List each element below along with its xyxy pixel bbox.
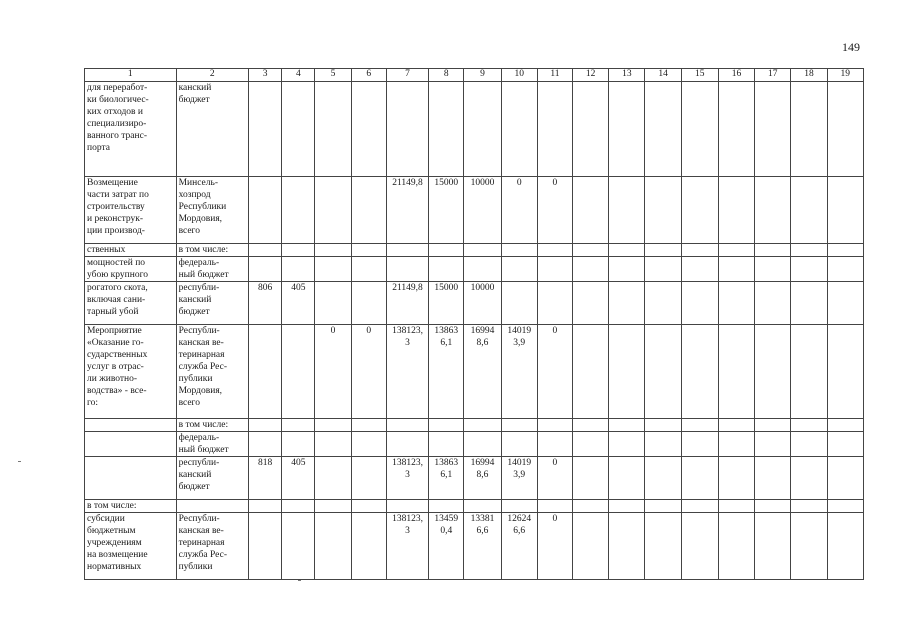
cell-value (351, 244, 386, 257)
cell-value (755, 244, 791, 257)
cell-value (315, 282, 351, 325)
cell-value (282, 513, 315, 580)
cell-value (501, 419, 537, 432)
cell-value (755, 419, 791, 432)
cell-value (718, 177, 754, 244)
cell-value: 0 (351, 325, 386, 419)
cell-description: ственных (85, 244, 177, 257)
cell-value (718, 257, 754, 282)
cell-value (315, 432, 351, 457)
cell-value: 13863 6,1 (429, 457, 464, 500)
cell-value (282, 177, 315, 244)
table-row (85, 177, 864, 244)
cell-value (609, 457, 645, 500)
cell-description: субсидии бюджетным учреждениям на возмещение нормативных (85, 513, 177, 580)
header-cell: 18 (791, 69, 827, 82)
cell-value (464, 82, 501, 177)
cell-value (827, 82, 863, 177)
cell-value (681, 457, 718, 500)
header-cell: 3 (249, 69, 282, 82)
cell-value: 10000 (464, 282, 501, 325)
cell-value: 818 (249, 457, 282, 500)
cell-executor: в том числе: (176, 419, 248, 432)
cell-value (537, 244, 572, 257)
cell-value (827, 282, 863, 325)
cell-value (282, 419, 315, 432)
cell-value (351, 500, 386, 513)
cell-value (718, 432, 754, 457)
cell-value (315, 500, 351, 513)
cell-value: 21149,8 (386, 177, 428, 244)
cell-value (645, 244, 681, 257)
table-body (85, 69, 864, 580)
header-cell: 17 (755, 69, 791, 82)
cell-value (645, 257, 681, 282)
header-cell: 4 (282, 69, 315, 82)
cell-value (681, 325, 718, 419)
cell-value (282, 244, 315, 257)
cell-value (573, 82, 609, 177)
cell-executor: Минсель- хозпрод Республики Мордовия, всего (176, 177, 248, 244)
cell-value (282, 82, 315, 177)
cell-value (681, 282, 718, 325)
cell-value (791, 457, 827, 500)
cell-value (573, 432, 609, 457)
cell-description (85, 419, 177, 432)
cell-value (645, 177, 681, 244)
cell-value: 15000 (429, 177, 464, 244)
cell-value (791, 257, 827, 282)
cell-value (827, 419, 863, 432)
cell-value: 10000 (464, 177, 501, 244)
cell-value (609, 419, 645, 432)
table-row (85, 282, 864, 325)
cell-value (755, 513, 791, 580)
cell-value (537, 282, 572, 325)
cell-value (249, 177, 282, 244)
cell-value (282, 500, 315, 513)
table-row (85, 457, 864, 500)
cell-value (609, 513, 645, 580)
cell-value: 405 (282, 282, 315, 325)
cell-value (609, 432, 645, 457)
header-cell: 8 (429, 69, 464, 82)
cell-value (501, 244, 537, 257)
cell-value: 14019 3,9 (501, 325, 537, 419)
cell-value (429, 500, 464, 513)
cell-value: 0 (501, 177, 537, 244)
cell-value (681, 244, 718, 257)
cell-executor (176, 500, 248, 513)
cell-value (755, 177, 791, 244)
cell-value (827, 500, 863, 513)
cell-value (827, 244, 863, 257)
cell-value (351, 457, 386, 500)
cell-value (645, 82, 681, 177)
cell-value (573, 419, 609, 432)
header-cell: 1 (85, 69, 177, 82)
page-number: 149 (842, 40, 860, 54)
cell-value (791, 325, 827, 419)
cell-description: Возмещение части затрат по строительству и реконструк- ции производ- (85, 177, 177, 244)
cell-value (315, 457, 351, 500)
cell-value (501, 500, 537, 513)
cell-value: 0 (537, 513, 572, 580)
cell-executor: республи- канский бюджет (176, 282, 248, 325)
header-cell: 15 (681, 69, 718, 82)
cell-value (282, 432, 315, 457)
cell-value (573, 325, 609, 419)
cell-value (827, 177, 863, 244)
cell-value (645, 513, 681, 580)
cell-value (386, 419, 428, 432)
cell-value (282, 325, 315, 419)
cell-value (645, 457, 681, 500)
cell-value (249, 500, 282, 513)
cell-value (315, 419, 351, 432)
cell-value: 0 (537, 457, 572, 500)
cell-value (315, 244, 351, 257)
cell-value (827, 457, 863, 500)
header-cell: 6 (351, 69, 386, 82)
cell-value (681, 177, 718, 244)
cell-value (827, 513, 863, 580)
cell-value (827, 325, 863, 419)
header-cell: 19 (827, 69, 863, 82)
cell-value: 806 (249, 282, 282, 325)
cell-value (755, 432, 791, 457)
cell-value (537, 500, 572, 513)
cell-value (386, 257, 428, 282)
cell-description: для переработ- ки биологичес- ких отходов и специализиро- ванного транс- порта (85, 82, 177, 177)
header-cell: 14 (645, 69, 681, 82)
cell-executor: Республи- канская ве- теринарная служба Рес- публики (176, 513, 248, 580)
cell-executor: федераль- ный бюджет (176, 432, 248, 457)
cell-value (315, 513, 351, 580)
cell-value (573, 257, 609, 282)
cell-value: 21149,8 (386, 282, 428, 325)
cell-value (501, 257, 537, 282)
cell-description (85, 457, 177, 500)
cell-value (681, 419, 718, 432)
cell-value (351, 513, 386, 580)
header-cell: 16 (718, 69, 754, 82)
cell-executor: в том числе: (176, 244, 248, 257)
cell-value (609, 325, 645, 419)
cell-value (609, 244, 645, 257)
cell-value (386, 244, 428, 257)
cell-value (827, 257, 863, 282)
cell-value (791, 419, 827, 432)
table-row (85, 82, 864, 177)
header-cell: 12 (573, 69, 609, 82)
cell-value (609, 82, 645, 177)
cell-value (501, 282, 537, 325)
cell-value: 405 (282, 457, 315, 500)
cell-value (464, 419, 501, 432)
cell-value (573, 513, 609, 580)
cell-value (645, 500, 681, 513)
cell-value (718, 82, 754, 177)
cell-value (501, 432, 537, 457)
cell-value (827, 432, 863, 457)
cell-value (791, 513, 827, 580)
cell-value (791, 500, 827, 513)
cell-value (718, 419, 754, 432)
cell-value: 14019 3,9 (501, 457, 537, 500)
cell-value (645, 282, 681, 325)
cell-value (573, 244, 609, 257)
cell-value: 0 (537, 177, 572, 244)
cell-value (755, 82, 791, 177)
header-cell: 10 (501, 69, 537, 82)
cell-value (429, 82, 464, 177)
cell-description: мощностей по убою крупного (85, 257, 177, 282)
cell-value (681, 432, 718, 457)
cell-value (429, 432, 464, 457)
cell-value: 0 (537, 325, 572, 419)
cell-value (351, 419, 386, 432)
cell-value: 138123, 3 (386, 325, 428, 419)
cell-executor: федераль- ный бюджет (176, 257, 248, 282)
cell-value (573, 500, 609, 513)
header-cell: 5 (315, 69, 351, 82)
table-row (85, 257, 864, 282)
cell-value (791, 244, 827, 257)
cell-value (249, 257, 282, 282)
cell-value (315, 177, 351, 244)
cell-value (315, 257, 351, 282)
table-row (85, 513, 864, 580)
cell-value: 16994 8,6 (464, 325, 501, 419)
cell-executor: Республи- канская ве- теринарная служба Рес- публики Мордовия, всего (176, 325, 248, 419)
table-row (85, 500, 864, 513)
cell-value (249, 419, 282, 432)
cell-executor: канский бюджет (176, 82, 248, 177)
cell-value (755, 282, 791, 325)
cell-value (537, 432, 572, 457)
cell-value (386, 432, 428, 457)
cell-description: в том числе: (85, 500, 177, 513)
cell-value (791, 82, 827, 177)
cell-value (464, 257, 501, 282)
cell-value (464, 500, 501, 513)
cell-value (645, 419, 681, 432)
cell-executor: республи- канский бюджет (176, 457, 248, 500)
cell-value (609, 500, 645, 513)
cell-value (386, 82, 428, 177)
cell-value: 13863 6,1 (429, 325, 464, 419)
cell-value (681, 500, 718, 513)
cell-value: 13381 6,6 (464, 513, 501, 580)
cell-value (645, 432, 681, 457)
table-row (85, 432, 864, 457)
scan-mark (298, 580, 301, 581)
cell-value (429, 257, 464, 282)
cell-value (351, 82, 386, 177)
header-row (85, 69, 864, 82)
cell-value (429, 419, 464, 432)
cell-value (791, 282, 827, 325)
cell-value (249, 244, 282, 257)
cell-value (609, 177, 645, 244)
cell-value (718, 282, 754, 325)
cell-value (609, 257, 645, 282)
cell-value (791, 177, 827, 244)
cell-value (501, 82, 537, 177)
scan-mark (18, 461, 21, 462)
cell-value (718, 244, 754, 257)
cell-value (249, 513, 282, 580)
cell-value: 138123, 3 (386, 457, 428, 500)
cell-value (249, 82, 282, 177)
cell-description: Мероприятие «Оказание го- сударственных услуг в отрас- ли животно- водства» - все- го: (85, 325, 177, 419)
budget-table (84, 68, 864, 580)
cell-value (386, 500, 428, 513)
cell-value (718, 513, 754, 580)
table-row (85, 325, 864, 419)
cell-value (681, 257, 718, 282)
cell-value (755, 457, 791, 500)
cell-value (718, 325, 754, 419)
cell-value (681, 82, 718, 177)
cell-description: рогатого скота, включая сани- тарный убой (85, 282, 177, 325)
cell-value: 16994 8,6 (464, 457, 501, 500)
cell-value (464, 244, 501, 257)
cell-value (537, 257, 572, 282)
cell-value: 138123, 3 (386, 513, 428, 580)
cell-value (537, 82, 572, 177)
cell-value (755, 325, 791, 419)
cell-value (645, 325, 681, 419)
cell-value (351, 282, 386, 325)
header-cell: 2 (176, 69, 248, 82)
cell-value (573, 282, 609, 325)
cell-value (315, 82, 351, 177)
cell-value: 0 (315, 325, 351, 419)
cell-value (573, 177, 609, 244)
header-cell: 13 (609, 69, 645, 82)
cell-value (718, 457, 754, 500)
table-row (85, 419, 864, 432)
cell-value (573, 457, 609, 500)
cell-value (249, 325, 282, 419)
cell-value (351, 177, 386, 244)
cell-value (718, 500, 754, 513)
cell-value (249, 432, 282, 457)
cell-value (609, 282, 645, 325)
cell-value (464, 432, 501, 457)
header-cell: 9 (464, 69, 501, 82)
cell-value (351, 432, 386, 457)
cell-value (282, 257, 315, 282)
cell-value (681, 513, 718, 580)
cell-description (85, 432, 177, 457)
table-row (85, 244, 864, 257)
cell-value (791, 432, 827, 457)
cell-value: 13459 0,4 (429, 513, 464, 580)
cell-value (351, 257, 386, 282)
cell-value (429, 244, 464, 257)
header-cell: 7 (386, 69, 428, 82)
cell-value: 12624 6,6 (501, 513, 537, 580)
cell-value (537, 419, 572, 432)
header-cell: 11 (537, 69, 572, 82)
cell-value: 15000 (429, 282, 464, 325)
cell-value (755, 257, 791, 282)
cell-value (755, 500, 791, 513)
